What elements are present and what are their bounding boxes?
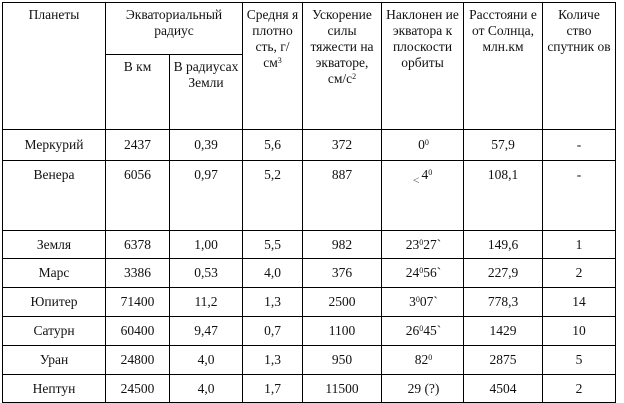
planet-name-cell: Нептун [3,375,106,403]
tilt-degrees: 82 [414,352,429,367]
radius-km-cell: 24500 [106,375,170,403]
distance-cell: 227,9 [464,259,543,288]
tilt-degrees: 24 [405,265,420,280]
density-cell: 5,2 [243,161,303,231]
density-cell: 5,6 [243,130,303,161]
header-radius-km: В км [106,55,170,130]
radius-km-cell: 60400 [106,317,170,346]
satellites-cell: 1 [543,231,616,259]
gravity-cell: 1100 [303,317,382,346]
satellites-cell: - [543,161,616,231]
table-row [3,375,616,403]
gravity-cell: 950 [303,346,382,375]
tilt-degree-sign: 0 [428,168,433,177]
table-row [3,346,616,375]
radius-km-cell: 71400 [106,288,170,317]
distance-cell: 2875 [464,346,543,375]
table-row [3,231,616,259]
radius-earth-cell: 1,00 [170,231,243,259]
gravity-cell: 887 [303,161,382,231]
header-gravity: Ускорение силы тяжести на экваторе, $см/с^2$ [303,3,382,130]
satellites-cell: - [543,130,616,161]
satellites-cell: 10 [543,317,616,346]
radius-earth-cell: 0,53 [170,259,243,288]
radius-km-cell: 6378 [106,231,170,259]
planet-name-cell: Земля [3,231,106,259]
planet-name-cell: Меркурий [3,130,106,161]
tilt-cell [382,375,464,403]
distance-cell: 1429 [464,317,543,346]
header-density: Средня я плотно сть, г/ $см^3$ [243,3,303,130]
tilt-degrees: 26 [405,323,420,338]
density-cell: 4,0 [243,259,303,288]
tilt-degree-sign: 0 [424,138,429,147]
gravity-cell: 11500 [303,375,382,403]
table-row [3,259,616,288]
tilt-cell [382,288,464,317]
tilt-minutes: 07` [419,294,438,309]
planet-name-cell: Уран [3,346,106,375]
header-distance: Расстояни е от Солнца, млн.км [464,3,543,130]
distance-cell: 108,1 [464,161,543,231]
header-radius: Экваториальный радиус [106,3,243,55]
planets-table [2,2,616,403]
tilt-degrees: 29 (?) [407,380,440,396]
header-planets: Планеты [3,3,106,130]
density-cell: 1,3 [243,346,303,375]
tilt-degrees: 23 [405,236,420,252]
tilt-degree-sign: 0 [419,237,424,247]
distance-cell: 4504 [464,375,543,403]
tilt-minutes: 56` [423,265,442,280]
tilt-degree-sign: 0 [415,295,420,304]
tilt-degree-sign: 0 [419,266,424,275]
planet-name-cell: Сатурн [3,317,106,346]
gravity-cell: 2500 [303,288,382,317]
tilt-cell [382,161,464,231]
tilt-degrees: 3 [409,294,416,309]
radius-earth-cell: 4,0 [170,375,243,403]
satellites-cell: 2 [543,259,616,288]
density-cell: 5,5 [243,231,303,259]
tilt-cell [382,130,464,161]
distance-cell: 57,9 [464,130,543,161]
tilt-cell [382,346,464,375]
header-satellites: Количе ство спутник ов [543,3,616,130]
radius-km-cell: 3386 [106,259,170,288]
density-cell: 1,3 [243,288,303,317]
tilt-degree-sign: 0 [419,324,424,333]
gravity-cell: 982 [303,231,382,259]
planet-name-cell: Марс [3,259,106,288]
header-radius-earth: В радиусах Земли [170,55,243,130]
satellites-cell: 5 [543,346,616,375]
table-row [3,130,616,161]
distance-cell: 778,3 [464,288,543,317]
table-row [3,161,616,231]
tilt-degree-sign: 0 [428,353,433,362]
radius-km-cell: 24800 [106,346,170,375]
header-tilt: Наклонен ие экватора к плоскости орбиты [382,3,464,130]
table-row [3,317,616,346]
radius-km-cell: 2437 [106,130,170,161]
planet-name-cell: Юпитер [3,288,106,317]
tilt-prefix: < [412,173,420,187]
satellites-cell: 14 [543,288,616,317]
tilt-degrees: 0 [418,137,425,152]
tilt-minutes: 45` [423,323,442,338]
tilt-minutes: 27` [423,236,442,252]
radius-km-cell: 6056 [106,161,170,231]
radius-earth-cell: 0,39 [170,130,243,161]
tilt-degrees: 4 [421,167,429,182]
radius-earth-cell: 11,2 [170,288,243,317]
radius-earth-cell: 9,47 [170,317,243,346]
planet-name-cell: Венера [3,161,106,231]
radius-earth-cell: 4,0 [170,346,243,375]
tilt-cell [382,317,464,346]
tilt-cell [382,231,464,259]
table-row [3,288,616,317]
satellites-cell: 2 [543,375,616,403]
gravity-cell: 376 [303,259,382,288]
distance-cell: 149,6 [464,231,543,259]
density-cell: 1,7 [243,375,303,403]
tilt-cell [382,259,464,288]
radius-earth-cell: 0,97 [170,161,243,231]
density-cell: 0,7 [243,317,303,346]
gravity-cell: 372 [303,130,382,161]
